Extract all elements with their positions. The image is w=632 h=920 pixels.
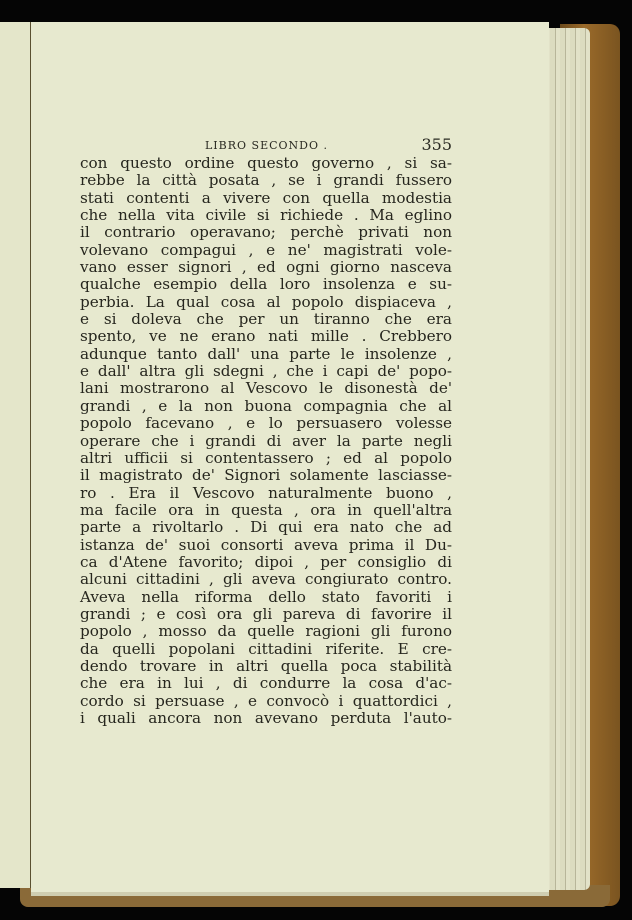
text-line: stati contenti a vivere con quella modestia	[80, 188, 452, 207]
text-line: e si doleva che per un tiranno che era	[80, 310, 452, 329]
text-line: vano esser signori , ed ogni giorno nasceva	[80, 258, 452, 277]
text-line: popolo , mosso da quelle ragioni gli furono	[80, 622, 452, 641]
page-number: 355	[421, 135, 452, 154]
text-line: spento, ve ne erano nati mille . Crebbero	[80, 327, 452, 346]
text-line: i quali ancora non avevano perduta l'auto-	[80, 709, 452, 727]
text-line: da quelli popolani cittadini riferite. E cre-	[80, 639, 452, 658]
text-line: lani mostrarono al Vescovo le disonestà de'	[80, 379, 452, 398]
book-page	[31, 22, 549, 896]
text-line: Aveva nella riforma dello stato favoriti i	[80, 587, 452, 606]
text-line: con questo ordine questo governo , si sa-	[80, 154, 452, 172]
text-line: il contrario operavano; perchè privati non	[80, 223, 452, 242]
text-line: popolo facevano , e lo persuasero volesse	[80, 414, 452, 433]
text-line: ca d'Atene favorito; dipoi , per consiglio di	[80, 552, 452, 571]
running-head: LIBRO SECONDO .	[205, 139, 328, 152]
text-line: ma facile ora in questa , ora in quell'altra	[80, 500, 452, 519]
text-line: rebbe la città posata , se i grandi fussero	[80, 171, 452, 190]
text-line: qualche esempio della loro insolenza e su-	[80, 275, 452, 294]
text-line: istanza de' suoi consorti aveva prima il Du-	[80, 535, 452, 554]
text-line: che era in lui , di condurre la cosa d'ac-	[80, 674, 452, 693]
text-line: parte a rivoltarlo . Di qui era nato che ad	[80, 518, 452, 537]
text-line: ro . Era il Vescovo naturalmente buono ,	[80, 483, 452, 502]
text-line: perbia. La qual cosa al popolo dispiaceva ,	[80, 292, 452, 311]
page-header	[80, 135, 452, 155]
text-line: alcuni cittadini , gli aveva congiurato contro.	[80, 570, 452, 589]
left-page-edge	[0, 22, 31, 888]
text-line: grandi ; e così ora gli pareva di favorire il	[80, 604, 452, 623]
text-line: altri ufficii si contentassero ; ed al popolo	[80, 448, 452, 467]
text-line: operare che i grandi di aver la parte negli	[80, 431, 452, 450]
text-line: che nella vita civile si richiede . Ma eglino	[80, 206, 452, 225]
text-line: e dall' altra gli sdegni , che i capi de' popo-	[80, 362, 452, 381]
text-line: volevano compagui , e ne' magistrati vole-	[80, 240, 452, 259]
text-line: adunque tanto dall' una parte le insolenze ,	[80, 344, 452, 363]
text-line: il magistrato de' Signori solamente lasciasse-	[80, 466, 452, 485]
text-line: dendo trovare in altri quella poca stabilità	[80, 656, 452, 675]
text-line: grandi , e la non buona compagnia che al	[80, 396, 452, 415]
text-line: cordo si persuase , e convocò i quattordici ,	[80, 691, 452, 710]
body-text	[80, 155, 452, 727]
